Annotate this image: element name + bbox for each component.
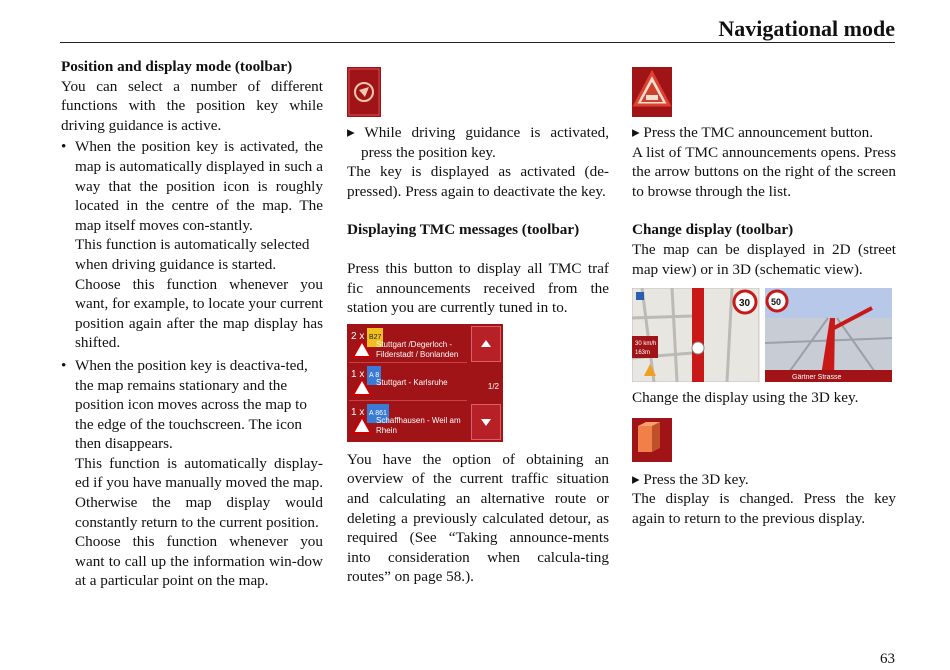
step-text: Press the TMC announcement button. — [643, 124, 874, 141]
section-heading-tmc: Displaying TMC messages (toolbar) — [347, 221, 580, 239]
distance-text: 163m — [635, 350, 651, 357]
bullet-extra: This function is automatically selected when driving guidance is started. — [75, 236, 310, 273]
intro-paragraph: You can select a number of different functions with the position key while driving guidance is active. — [61, 77, 323, 134]
list-item — [61, 356, 323, 591]
triangle-right-icon: ▸ — [632, 124, 644, 141]
column-3 — [632, 67, 896, 529]
road-tag: A 8 — [367, 366, 381, 386]
bullet-list — [61, 137, 323, 591]
arrow-down-icon — [472, 405, 500, 439]
tmc-count: 2 x — [351, 330, 365, 342]
road-tag: B27 — [367, 328, 383, 348]
map-views-screenshot — [632, 288, 892, 382]
map-caption: Change the display using the 3D key. — [632, 389, 859, 407]
street-name: Gärtner Strasse — [792, 374, 842, 382]
tmc-item — [349, 326, 467, 363]
3d-key-icon — [632, 418, 672, 462]
paragraph: The display is changed. Press the key again to return to the previous display. — [632, 490, 896, 527]
paragraph: Press this button to display all TMC traf fic announcements received from the station you are currently tuned in to. — [347, 259, 609, 317]
speed-limit-1: 30 — [739, 298, 751, 310]
page-title: Navigational mode — [718, 16, 895, 41]
step-instruction — [632, 123, 896, 143]
bullet-icon: • — [61, 356, 67, 374]
tmc-text: Schaffhausen - Weil am Rhein — [376, 415, 461, 435]
road-tag: A 861 — [367, 404, 389, 424]
bullet-text: When the position key is deactiva-ted, the map remains stationary and the position icon moves across the map to the edge of the touchscreen. The icon then disappears. — [75, 356, 308, 453]
speed-limit-2: 50 — [771, 297, 782, 308]
tmc-item — [349, 402, 467, 438]
tmc-text: Stuttgart - Karlsruhe — [376, 377, 448, 387]
warning-triangle-icon — [352, 340, 372, 358]
bullet-extra: Choose this function whenever you want, for example, to locate your current position again after the map display has shifted. — [75, 275, 323, 352]
speed-info-text: 30 km/h — [635, 341, 657, 348]
list-item — [61, 137, 323, 353]
tmc-list-screenshot — [347, 324, 503, 442]
paragraph: A list of TMC announcements opens. Press the arrow buttons on the right of the screen to browse through the list. — [632, 143, 896, 200]
tmc-count: 1 x — [351, 368, 365, 380]
step-instruction — [347, 123, 609, 162]
paragraph: The map can be displayed in 2D (street map view) or in 3D (schematic view). — [632, 240, 896, 278]
step-text: Press the 3D key. — [643, 470, 749, 488]
position-key-icon — [347, 67, 381, 117]
step-instruction — [632, 470, 896, 490]
bullet-icon: • — [61, 138, 67, 156]
bullet-extra: This function is automatically display-ed if you have manually moved the map. Otherwise the map display would constantly return to the current position. — [75, 454, 323, 531]
section-heading-position: Position and display mode (toolbar) — [61, 58, 293, 75]
map-2d-3d-image — [632, 288, 892, 382]
bullet-text: When the position key is activated, the map is automatically displayed in such a way that the position icon is roughly located in the centre of the map. The map itself moves con-stantly. — [75, 138, 323, 234]
paragraph: The key is displayed as activated (de-pressed). Press again to deactivate the key. — [347, 163, 609, 200]
scroll-down-button[interactable] — [471, 404, 501, 440]
tmc-warning-icon — [632, 67, 672, 117]
step-text: While driving guidance is activated, press the position key. — [361, 124, 609, 161]
scroll-up-button[interactable] — [471, 326, 501, 362]
page-indicator: 1/2 — [487, 381, 499, 391]
tmc-count: 1 x — [351, 406, 365, 418]
page-number: 63 — [880, 651, 895, 667]
arrow-up-icon — [472, 327, 500, 361]
column-2 — [347, 67, 609, 587]
section-heading-display: Change display (toolbar) — [632, 221, 794, 239]
tmc-item — [349, 364, 467, 401]
header-rule — [60, 42, 895, 43]
warning-triangle-icon — [352, 416, 372, 434]
tmc-text: Stuttgart /Degerloch - Filderstadt / Bonlanden — [376, 339, 459, 359]
triangle-right-icon: ▸ — [632, 470, 644, 488]
bullet-extra: Choose this function whenever you want to call up the information win-dow at a particular point on the map. — [75, 533, 323, 590]
warning-triangle-icon — [352, 378, 372, 396]
column-1 — [61, 57, 323, 591]
triangle-right-icon: ▸ — [347, 124, 365, 141]
paragraph: You have the option of obtaining an overview of the current traffic situation and calculating an alternative route or deleting a previously calculated detour, as required (See “Taking announce-ments into consideration when calcula-ting routes” on page 58.). — [347, 450, 609, 586]
